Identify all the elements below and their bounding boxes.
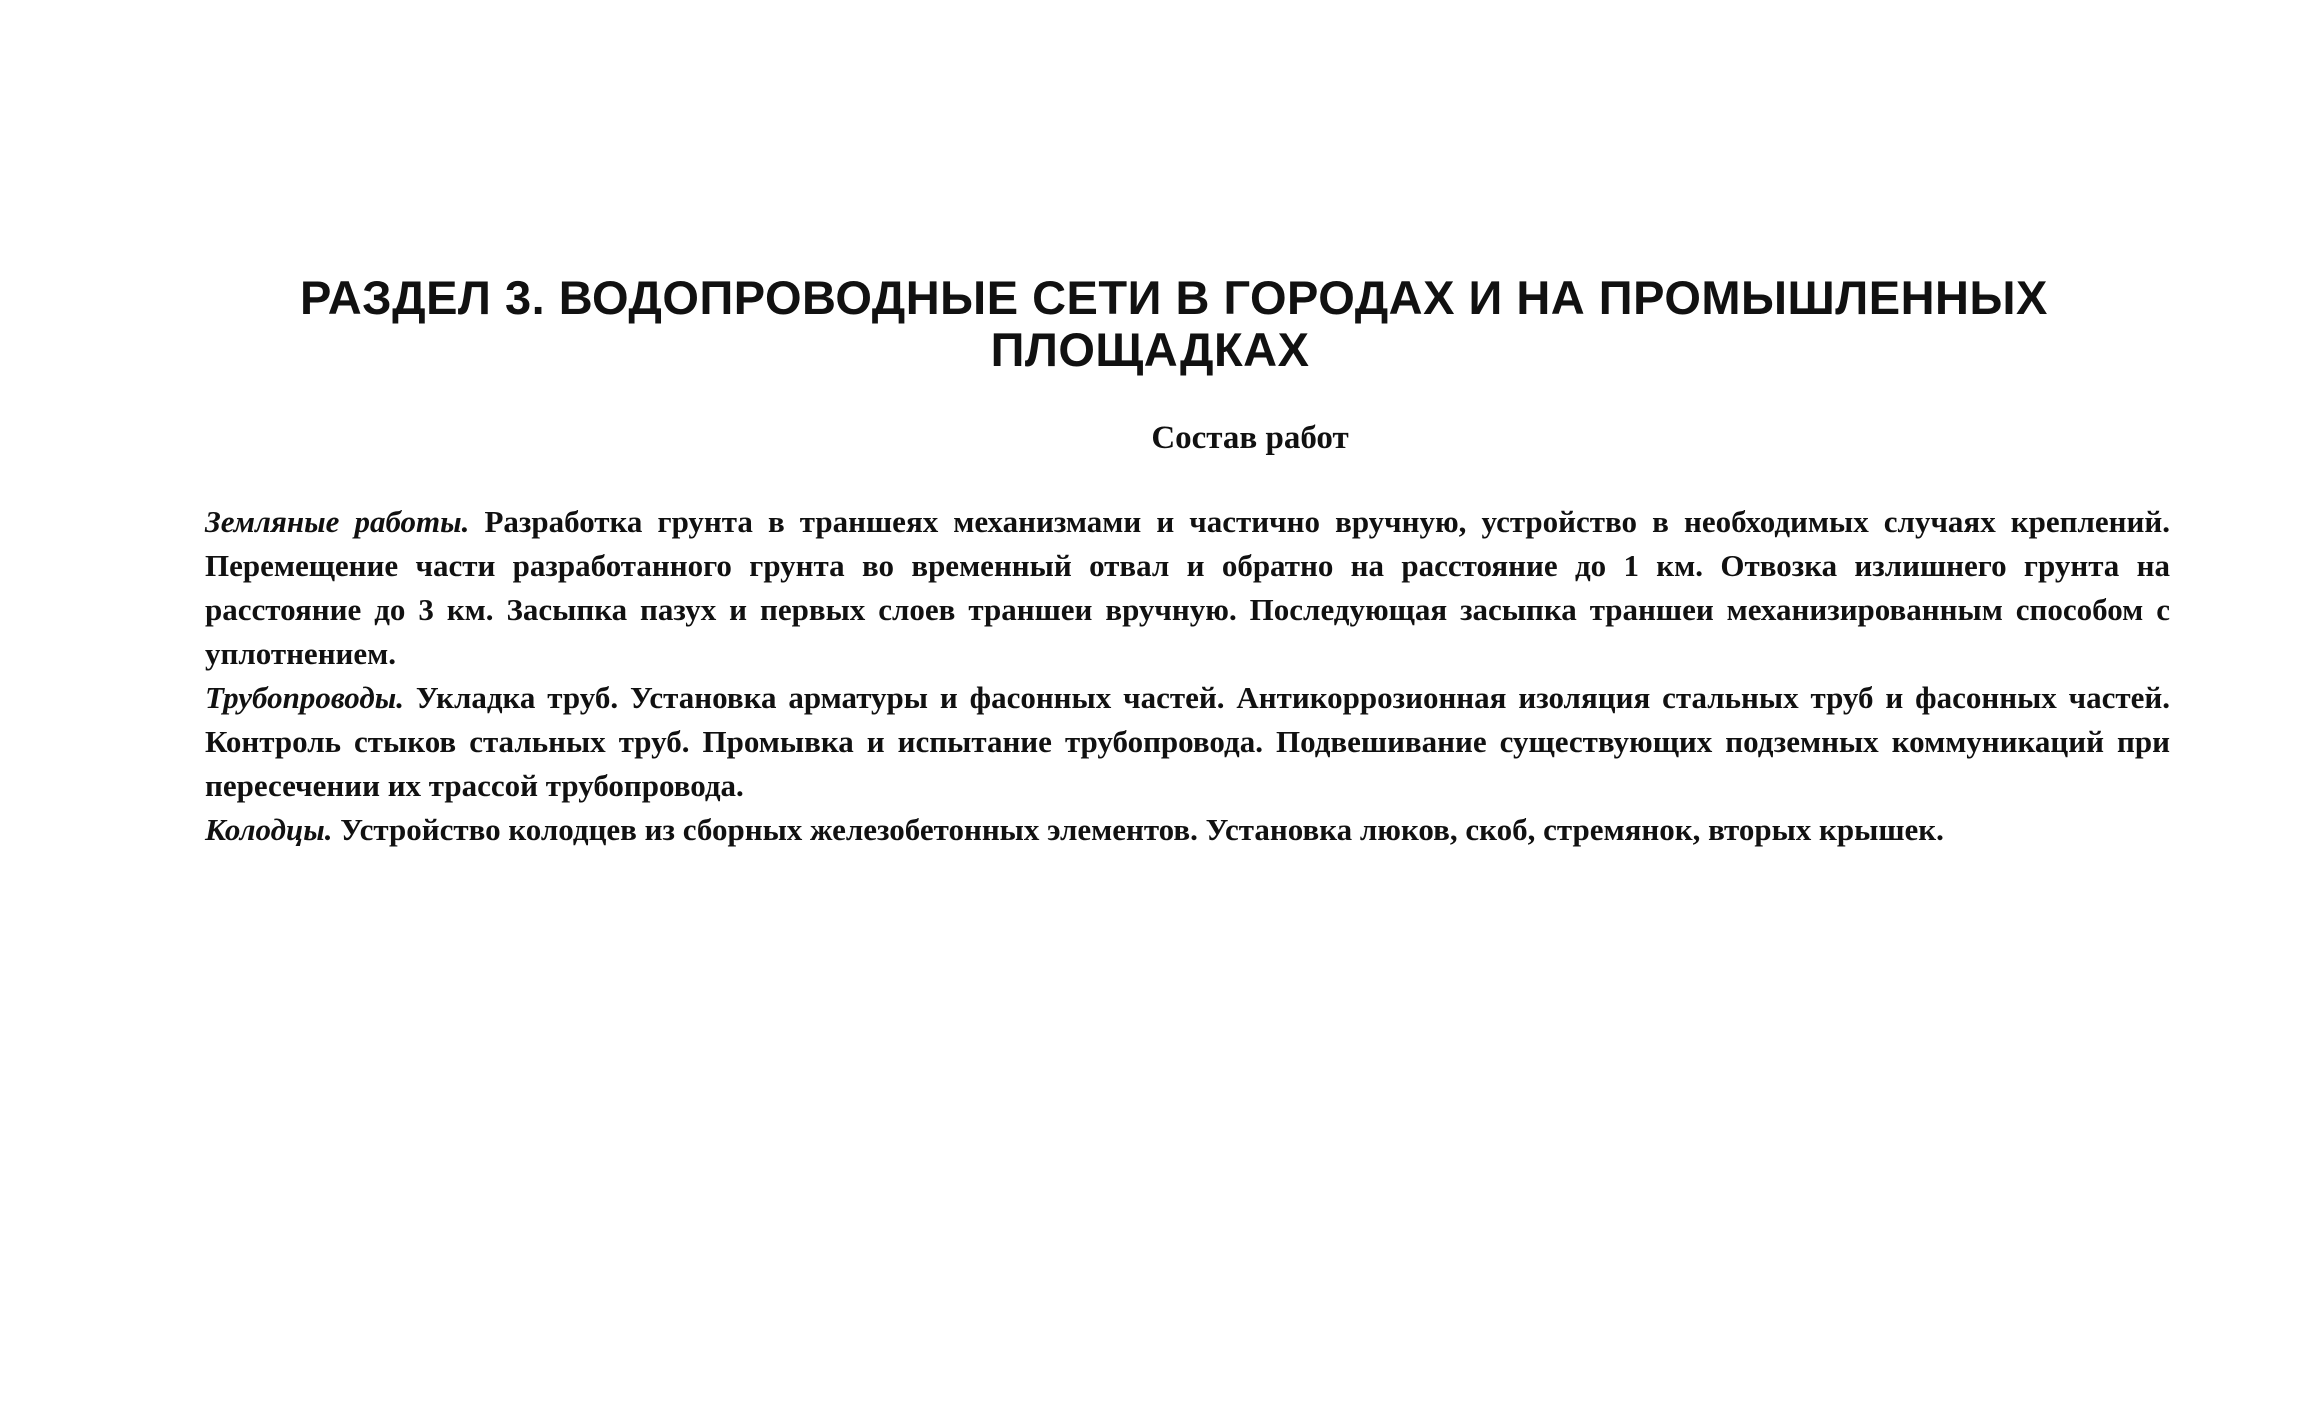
paragraph-lead: Колодцы. xyxy=(205,812,333,847)
paragraph-pipelines xyxy=(205,676,2170,808)
paragraph-body: Разработка грунта в траншеях механизмами и частично вручную, устройство в необходимых случаях креплений. Перемещение части разработанного грунта во временный отвал и обратно на расстояние до 1 км. Отвозка излишнего грунта на расстояние до 3 км. Засыпка пазух и первых слоев траншеи вручную. Последующая засыпка траншеи механизированным способом с уплотнением. xyxy=(205,504,2170,671)
section-title xyxy=(300,271,2048,376)
paragraph-lead: Трубопроводы. xyxy=(205,680,404,715)
work-composition-text xyxy=(205,500,2170,852)
section-title-line-1: РАЗДЕЛ 3. ВОДОПРОВОДНЫЕ СЕТИ В ГОРОДАХ И НА ПРОМЫШЛЕННЫХ xyxy=(300,271,2048,324)
subsection-heading: Состав работ xyxy=(1151,420,1349,456)
paragraph-body: Укладка труб. Установка арматуры и фасонных частей. Антикоррозионная изоляция стальных труб и фасонных частей. Контроль стыков стальных труб. Промывка и испытание трубопровода. Подвешивание существующих подземных коммуникаций при пересечении их трассой трубопровода. xyxy=(205,680,2170,803)
paragraph-lead: Земляные работы. xyxy=(205,504,470,539)
paragraph-earthworks xyxy=(205,500,2170,676)
paragraph-body: Устройство колодцев из сборных железобетонных элементов. Установка люков, скоб, стремянок, вторых крышек. xyxy=(332,812,1944,847)
paragraph-wells xyxy=(205,808,2170,852)
section-title-line-2: ПЛОЩАДКАХ xyxy=(990,323,1310,376)
